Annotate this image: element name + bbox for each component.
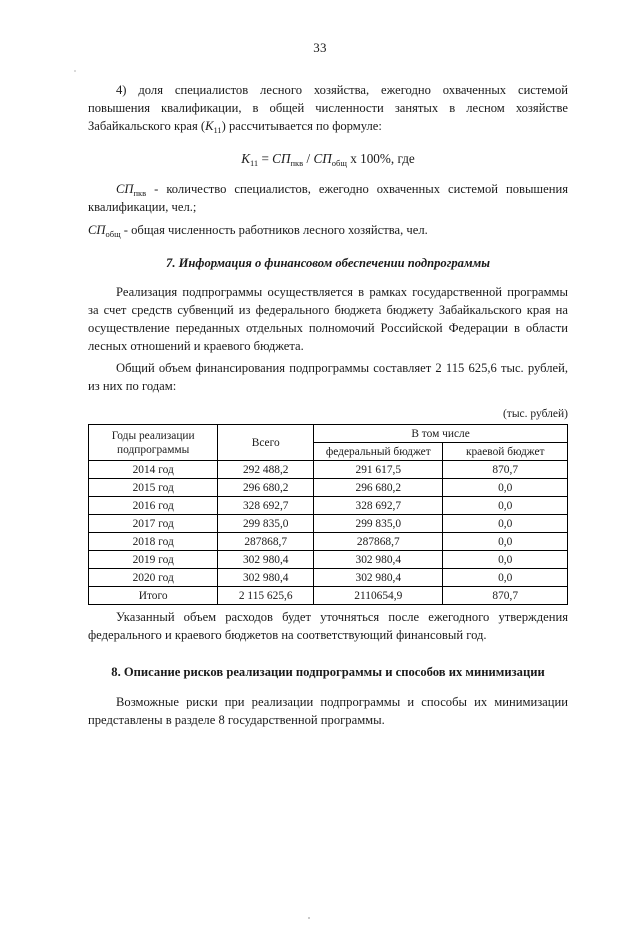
section-heading-8: 8. Описание рисков реализации подпрограммы и способов их минимизации bbox=[111, 665, 545, 680]
cell-year: 2018 год bbox=[89, 533, 218, 551]
cell-total: 299 835,0 bbox=[218, 515, 314, 533]
header-federal-budget: федеральный бюджет bbox=[314, 443, 443, 461]
cell-total: 302 980,4 bbox=[218, 569, 314, 587]
cell-regional: 0,0 bbox=[443, 533, 568, 551]
table-row bbox=[89, 515, 568, 533]
paragraph-coefficient-definition: 4) доля специалистов лесного хозяйства, ежегодно охваченных системой повышения квалификации, в общей численности занятых в лесном хозяйстве Забайкальского края $(К_{11})$ рассчитывается по формуле: bbox=[88, 83, 568, 135]
cell-regional: 870,7 bbox=[443, 461, 568, 479]
cell-total: 292 488,2 bbox=[218, 461, 314, 479]
cell-federal: 302 980,4 bbox=[314, 569, 443, 587]
cell-federal: 287868,7 bbox=[314, 533, 443, 551]
page-number: 33 bbox=[313, 40, 327, 55]
section-heading-7: 7. Информация о финансовом обеспечении подпрограммы bbox=[166, 256, 490, 271]
cell-total: 302 980,4 bbox=[218, 551, 314, 569]
cell-year: 2015 год bbox=[89, 479, 218, 497]
table-row bbox=[89, 497, 568, 515]
table-row bbox=[89, 551, 568, 569]
paragraph-sp-obsch: $СП_{общ}$ - общая численность работников лесного хозяйства, чел. bbox=[88, 222, 428, 239]
cell-total: 287868,7 bbox=[218, 533, 314, 551]
formula-k11: $К_{11} = СП_{пкв} / СП_{общ}$ х 100%, где bbox=[241, 150, 415, 168]
cell-year: 2016 год bbox=[89, 497, 218, 515]
cell-regional: 0,0 bbox=[443, 515, 568, 533]
cell-federal: 328 692,7 bbox=[314, 497, 443, 515]
cell-federal: 2110654,9 bbox=[314, 587, 443, 605]
cell-federal: 302 980,4 bbox=[314, 551, 443, 569]
document-page bbox=[0, 40, 640, 945]
paragraph-expense-clarification: Указанный объем расходов будет уточняться после ежегодного утверждения федерального и краевого бюджетов на соответствующий финансовый год. bbox=[88, 610, 568, 643]
cell-year: 2020 год bbox=[89, 569, 218, 587]
table-row bbox=[89, 479, 568, 497]
header-regional-budget: краевой бюджет bbox=[443, 443, 568, 461]
header-group-including: В том числе bbox=[314, 425, 568, 443]
table-row bbox=[89, 533, 568, 551]
cell-total: 2 115 625,6 bbox=[218, 587, 314, 605]
cell-year: Итого bbox=[89, 587, 218, 605]
cell-regional: 0,0 bbox=[443, 569, 568, 587]
table-row bbox=[89, 461, 568, 479]
paragraph-total-volume: Общий объем финансирования подпрограммы составляет 2 115 625,6 тыс. рублей, из них по годам: bbox=[88, 361, 568, 394]
header-total: Всего bbox=[218, 425, 314, 461]
paragraph-financing-source: Реализация подпрограммы осуществляется в рамках государственной программы за счет средств субвенций из федерального бюджета бюджету Забайкальского края на осуществление переданных отдельных полномочий Российской Федерации в области лесных отношений и краевого бюджета. bbox=[88, 285, 568, 354]
cell-year: 2019 год bbox=[89, 551, 218, 569]
paragraph-risks: Возможные риски при реализации подпрограммы и способы их минимизации представлены в разделе 8 государственной программы. bbox=[88, 695, 568, 728]
table-units-note: (тыс. рублей) bbox=[502, 408, 568, 421]
cell-regional: 0,0 bbox=[443, 497, 568, 515]
cell-regional: 870,7 bbox=[443, 587, 568, 605]
finance-table bbox=[88, 424, 568, 605]
table-row-total bbox=[89, 587, 568, 605]
paragraph-sp-pkv: $СП_{пкв}$ - количество специалистов, ежегодно охваченных системой повышения квалификации, чел.; bbox=[88, 182, 568, 215]
table-row bbox=[89, 569, 568, 587]
page-edge-mark bbox=[74, 70, 76, 72]
cell-regional: 0,0 bbox=[443, 551, 568, 569]
document-content bbox=[88, 82, 568, 730]
cell-year: 2017 год bbox=[89, 515, 218, 533]
table-header-row-1 bbox=[89, 425, 568, 443]
cell-total: 296 680,2 bbox=[218, 479, 314, 497]
header-years: Годы реализации подпрограммы bbox=[89, 425, 218, 461]
cell-federal: 299 835,0 bbox=[314, 515, 443, 533]
cell-year: 2014 год bbox=[89, 461, 218, 479]
cell-regional: 0,0 bbox=[443, 479, 568, 497]
page-footer-mark bbox=[308, 917, 310, 919]
cell-federal: 291 617,5 bbox=[314, 461, 443, 479]
cell-total: 328 692,7 bbox=[218, 497, 314, 515]
cell-federal: 296 680,2 bbox=[314, 479, 443, 497]
